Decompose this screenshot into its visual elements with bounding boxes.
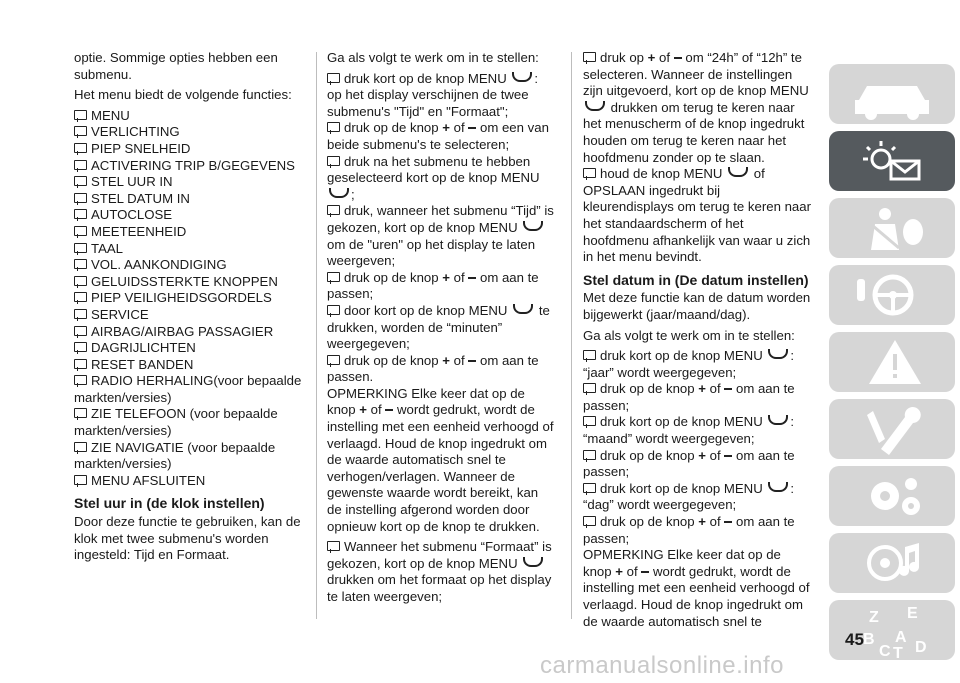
bullet-icon — [327, 541, 340, 551]
menu-button-icon — [585, 101, 605, 111]
bullet-icon — [583, 416, 596, 426]
bullet-icon — [74, 475, 87, 485]
bullet-icon — [74, 359, 87, 369]
bullet-icon — [74, 408, 87, 418]
menu-function-item: SERVICE — [74, 307, 302, 324]
minus-icon — [641, 571, 649, 573]
menu-function-item: PIEP VEILIGHEIDSGORDELS — [74, 290, 302, 307]
bullet-icon — [74, 160, 87, 170]
plus-icon: + — [698, 447, 706, 463]
bullet-icon — [74, 342, 87, 352]
intro-text: Ga als volgt te werk om in te stellen: — [327, 50, 539, 65]
bullet-icon — [74, 309, 87, 319]
menu-button-icon — [768, 349, 788, 359]
plus-icon: + — [698, 381, 706, 397]
menu-function-item: ACTIVERING TRIP B/GEGEVENS — [74, 158, 302, 175]
menu-button-icon — [768, 482, 788, 492]
menu-function-item: GELUIDSSTERKTE KNOPPEN — [74, 274, 302, 291]
bullet-icon — [74, 326, 87, 336]
menu-function-item: PIEP SNELHEID — [74, 141, 302, 158]
chapter-tab-dashboard-lights[interactable] — [829, 131, 955, 191]
chapter-tab-car[interactable] — [829, 64, 955, 124]
minus-icon — [468, 277, 476, 279]
chapter-tab-media[interactable] — [829, 533, 955, 593]
chapter-tab-warning-triangle[interactable] — [829, 332, 955, 392]
minus-icon — [674, 57, 682, 59]
step-item: druk op de knop + of om aan te passen. — [327, 352, 539, 385]
bullet-icon — [74, 226, 87, 236]
bullet-icon — [74, 243, 87, 253]
section-heading: Stel uur in (de klok instellen) — [74, 495, 265, 512]
media-icon — [829, 533, 955, 593]
step-item: druk op de knop + of om aan te passen; — [327, 269, 539, 302]
menu-function-list — [74, 108, 302, 490]
menu-function-item: MENU AFSLUITEN — [74, 473, 302, 490]
plus-icon: + — [698, 514, 706, 530]
menu-function-item: STEL DATUM IN — [74, 191, 302, 208]
paragraph: Door deze functie te gebruiken, kan de klok met twee submenu's worden ingesteld: Tijd en Formaat. — [74, 514, 301, 563]
bullet-icon — [583, 483, 596, 493]
menu-function-item: DAGRIJLICHTEN — [74, 340, 302, 357]
minus-icon — [724, 388, 732, 390]
bullet-icon — [583, 168, 596, 178]
bullet-icon — [327, 205, 340, 215]
minus-icon — [468, 127, 476, 129]
step-item: druk kort op de knop MENU : “maand” wordt weergegeven; — [583, 414, 795, 447]
menu-button-icon — [768, 415, 788, 425]
intro-text: Het menu biedt de volgende functies: — [74, 87, 292, 103]
bullet-icon — [74, 375, 87, 385]
note-text: OPMERKING Elke keer dat op de knop + of wordt gedrukt, wordt de instelling met een eenheid verhoogd of verlaagd. Houd de knop ingedrukt om de waarde automatisch snel te — [583, 547, 810, 629]
minus-icon — [724, 455, 732, 457]
watermark: carmanualsonline.info — [540, 652, 784, 679]
menu-button-icon — [513, 304, 533, 314]
menu-button-icon — [728, 167, 748, 177]
index-letter: E — [907, 605, 918, 622]
step-item: Wanneer het submenu “Formaat” is gekozen, kort op de knop MENU drukken om het formaat op het display te laten weergeven; — [327, 539, 552, 604]
menu-function-item: MENU — [74, 108, 302, 125]
intro-text: optie. Sommige opties hebben een submenu. — [74, 50, 278, 82]
bullet-icon — [74, 126, 87, 136]
step-item: druk kort op de knop MENU : “jaar” wordt weergegeven; — [583, 348, 795, 380]
index-letter: C — [879, 643, 891, 660]
bullet-icon — [327, 272, 340, 282]
chapter-tab-wrench[interactable] — [829, 399, 955, 459]
menu-function-item: VERLICHTING — [74, 124, 302, 141]
menu-button-icon — [512, 72, 532, 82]
step-item: druk kort op de knop MENU : op het display verschijnen de twee submenu's "Tijd" en "Formaat"; — [327, 70, 539, 119]
step-item: druk op de knop + of om aan te passen; — [583, 381, 795, 413]
step-item: druk kort op de knop MENU : “dag” wordt weergegeven; — [583, 480, 795, 513]
step-item: druk op de knop + of om aan te passen; — [583, 447, 795, 480]
plus-icon: + — [647, 50, 656, 65]
bullet-icon — [583, 383, 596, 393]
index-letter: A — [895, 629, 907, 646]
bullet-icon — [327, 355, 340, 365]
seatbelt-airbag-icon — [829, 198, 955, 258]
menu-function-item: VOL. AANKONDIGING — [74, 257, 302, 274]
menu-function-item: STEL UUR IN — [74, 174, 302, 191]
plus-icon: + — [359, 402, 367, 418]
menu-function-item: MEETEENHEID — [74, 224, 302, 241]
minus-icon — [724, 521, 732, 523]
chapter-tab-seatbelt-airbag[interactable] — [829, 198, 955, 258]
bullet-icon — [583, 516, 596, 526]
bullet-icon — [327, 156, 340, 166]
car-icon — [829, 64, 955, 124]
bullet-icon — [74, 176, 87, 186]
column-divider — [316, 52, 317, 619]
bullet-icon — [583, 350, 596, 360]
menu-function-item: AIRBAG/AIRBAG PASSAGIER — [74, 324, 302, 341]
bullet-icon — [327, 73, 340, 83]
warning-triangle-icon — [829, 332, 955, 392]
step-item: druk op + of om “24h” of “12h” te selecteren. Wanneer de instellingen zijn uitgevoerd, kort op de knop MENU drukken om terug te keren naar het menuscherm of de knop ingedrukt houden om terug te keren naar het hoofdmenu zonder op te slaan. — [583, 50, 809, 165]
bullet-icon — [74, 292, 87, 302]
bullet-icon — [74, 442, 87, 452]
bullet-icon — [74, 276, 87, 286]
menu-function-item: RADIO HERHALING(voor bepaalde markten/versies) — [74, 373, 302, 405]
bullet-icon — [327, 305, 340, 315]
note-text: OPMERKING Elke keer dat op de knop + of wordt gedrukt, wordt de instelling met een eenheid verhoogd of verlaagd. Houd de knop ingedrukt om de waarde automatisch snel te verhogen/verlagen. Wanneer de gewenste waarde wordt bereikt, kan de instelling afgerond worden door opnieuw kort op de knop te drukken. — [327, 385, 554, 534]
chapter-tab-gears[interactable] — [829, 466, 955, 526]
bullet-icon — [327, 122, 340, 132]
menu-button-icon — [329, 188, 349, 198]
bullet-icon — [74, 143, 87, 153]
step-item: houd de knop MENU of OPSLAAN ingedrukt bij kleurendisplays om terug te keren naar het standaardscherm of het hoofdmenu afhankelijk van waar u zich in het menu bevindt. — [583, 166, 811, 265]
index-letter: B — [863, 631, 875, 648]
dashboard-lights-icon — [829, 131, 955, 191]
index-letter: T — [893, 645, 903, 660]
menu-function-item: RESET BANDEN — [74, 357, 302, 374]
menu-button-icon — [523, 221, 543, 231]
page-number: 45 — [845, 630, 864, 649]
column-1 — [74, 50, 302, 568]
paragraph: Met deze functie kan de datum worden bijgewerkt (jaar/maand/dag). — [583, 290, 811, 322]
step-item: druk op de knop + of om een van beide submenu's te selecteren; — [327, 120, 549, 152]
bullet-icon — [74, 193, 87, 203]
column-2 — [327, 50, 555, 606]
menu-button-icon — [523, 557, 543, 567]
column-3 — [583, 50, 813, 634]
step-item: druk op de knop + of om aan te passen; — [583, 514, 795, 546]
step-item: druk na het submenu te hebben geselecteerd kort op de knop MENU ; — [327, 153, 540, 202]
bullet-icon — [74, 209, 87, 219]
wrench-icon — [829, 399, 955, 459]
intro-text: Ga als volgt te werk om in te stellen: — [583, 327, 795, 343]
menu-function-item: ZIE NAVIGATIE (voor bepaalde markten/versies) — [74, 439, 276, 472]
menu-function-item: ZIE TELEFOON (voor bepaalde markten/versies) — [74, 406, 278, 439]
minus-icon — [385, 409, 393, 411]
bullet-icon — [583, 52, 596, 62]
steering-wheel-icon — [829, 265, 955, 325]
menu-function-item: AUTOCLOSE — [74, 207, 302, 224]
plus-icon: + — [442, 269, 450, 285]
section-heading: Stel datum in (De datum instellen) — [583, 271, 809, 288]
plus-icon: + — [615, 563, 623, 579]
index-letter: Z — [869, 609, 879, 626]
minus-icon — [468, 360, 476, 362]
menu-function-item: TAAL — [74, 241, 302, 258]
step-item: druk, wanneer het submenu “Tijd” is gekozen, kort op de knop MENU om de "uren" op het display te laten weergeven; — [327, 203, 554, 269]
plus-icon: + — [442, 120, 450, 136]
plus-icon: + — [442, 352, 450, 368]
gears-icon — [829, 466, 955, 526]
bullet-icon — [74, 110, 87, 120]
chapter-tab-steering-wheel[interactable] — [829, 265, 955, 325]
bullet-icon — [74, 259, 87, 269]
index-letter: D — [915, 639, 927, 656]
step-item: door kort op de knop MENU te drukken, worden de “minuten” weergegeven; — [327, 302, 550, 352]
column-divider — [571, 52, 572, 619]
bullet-icon — [583, 450, 596, 460]
